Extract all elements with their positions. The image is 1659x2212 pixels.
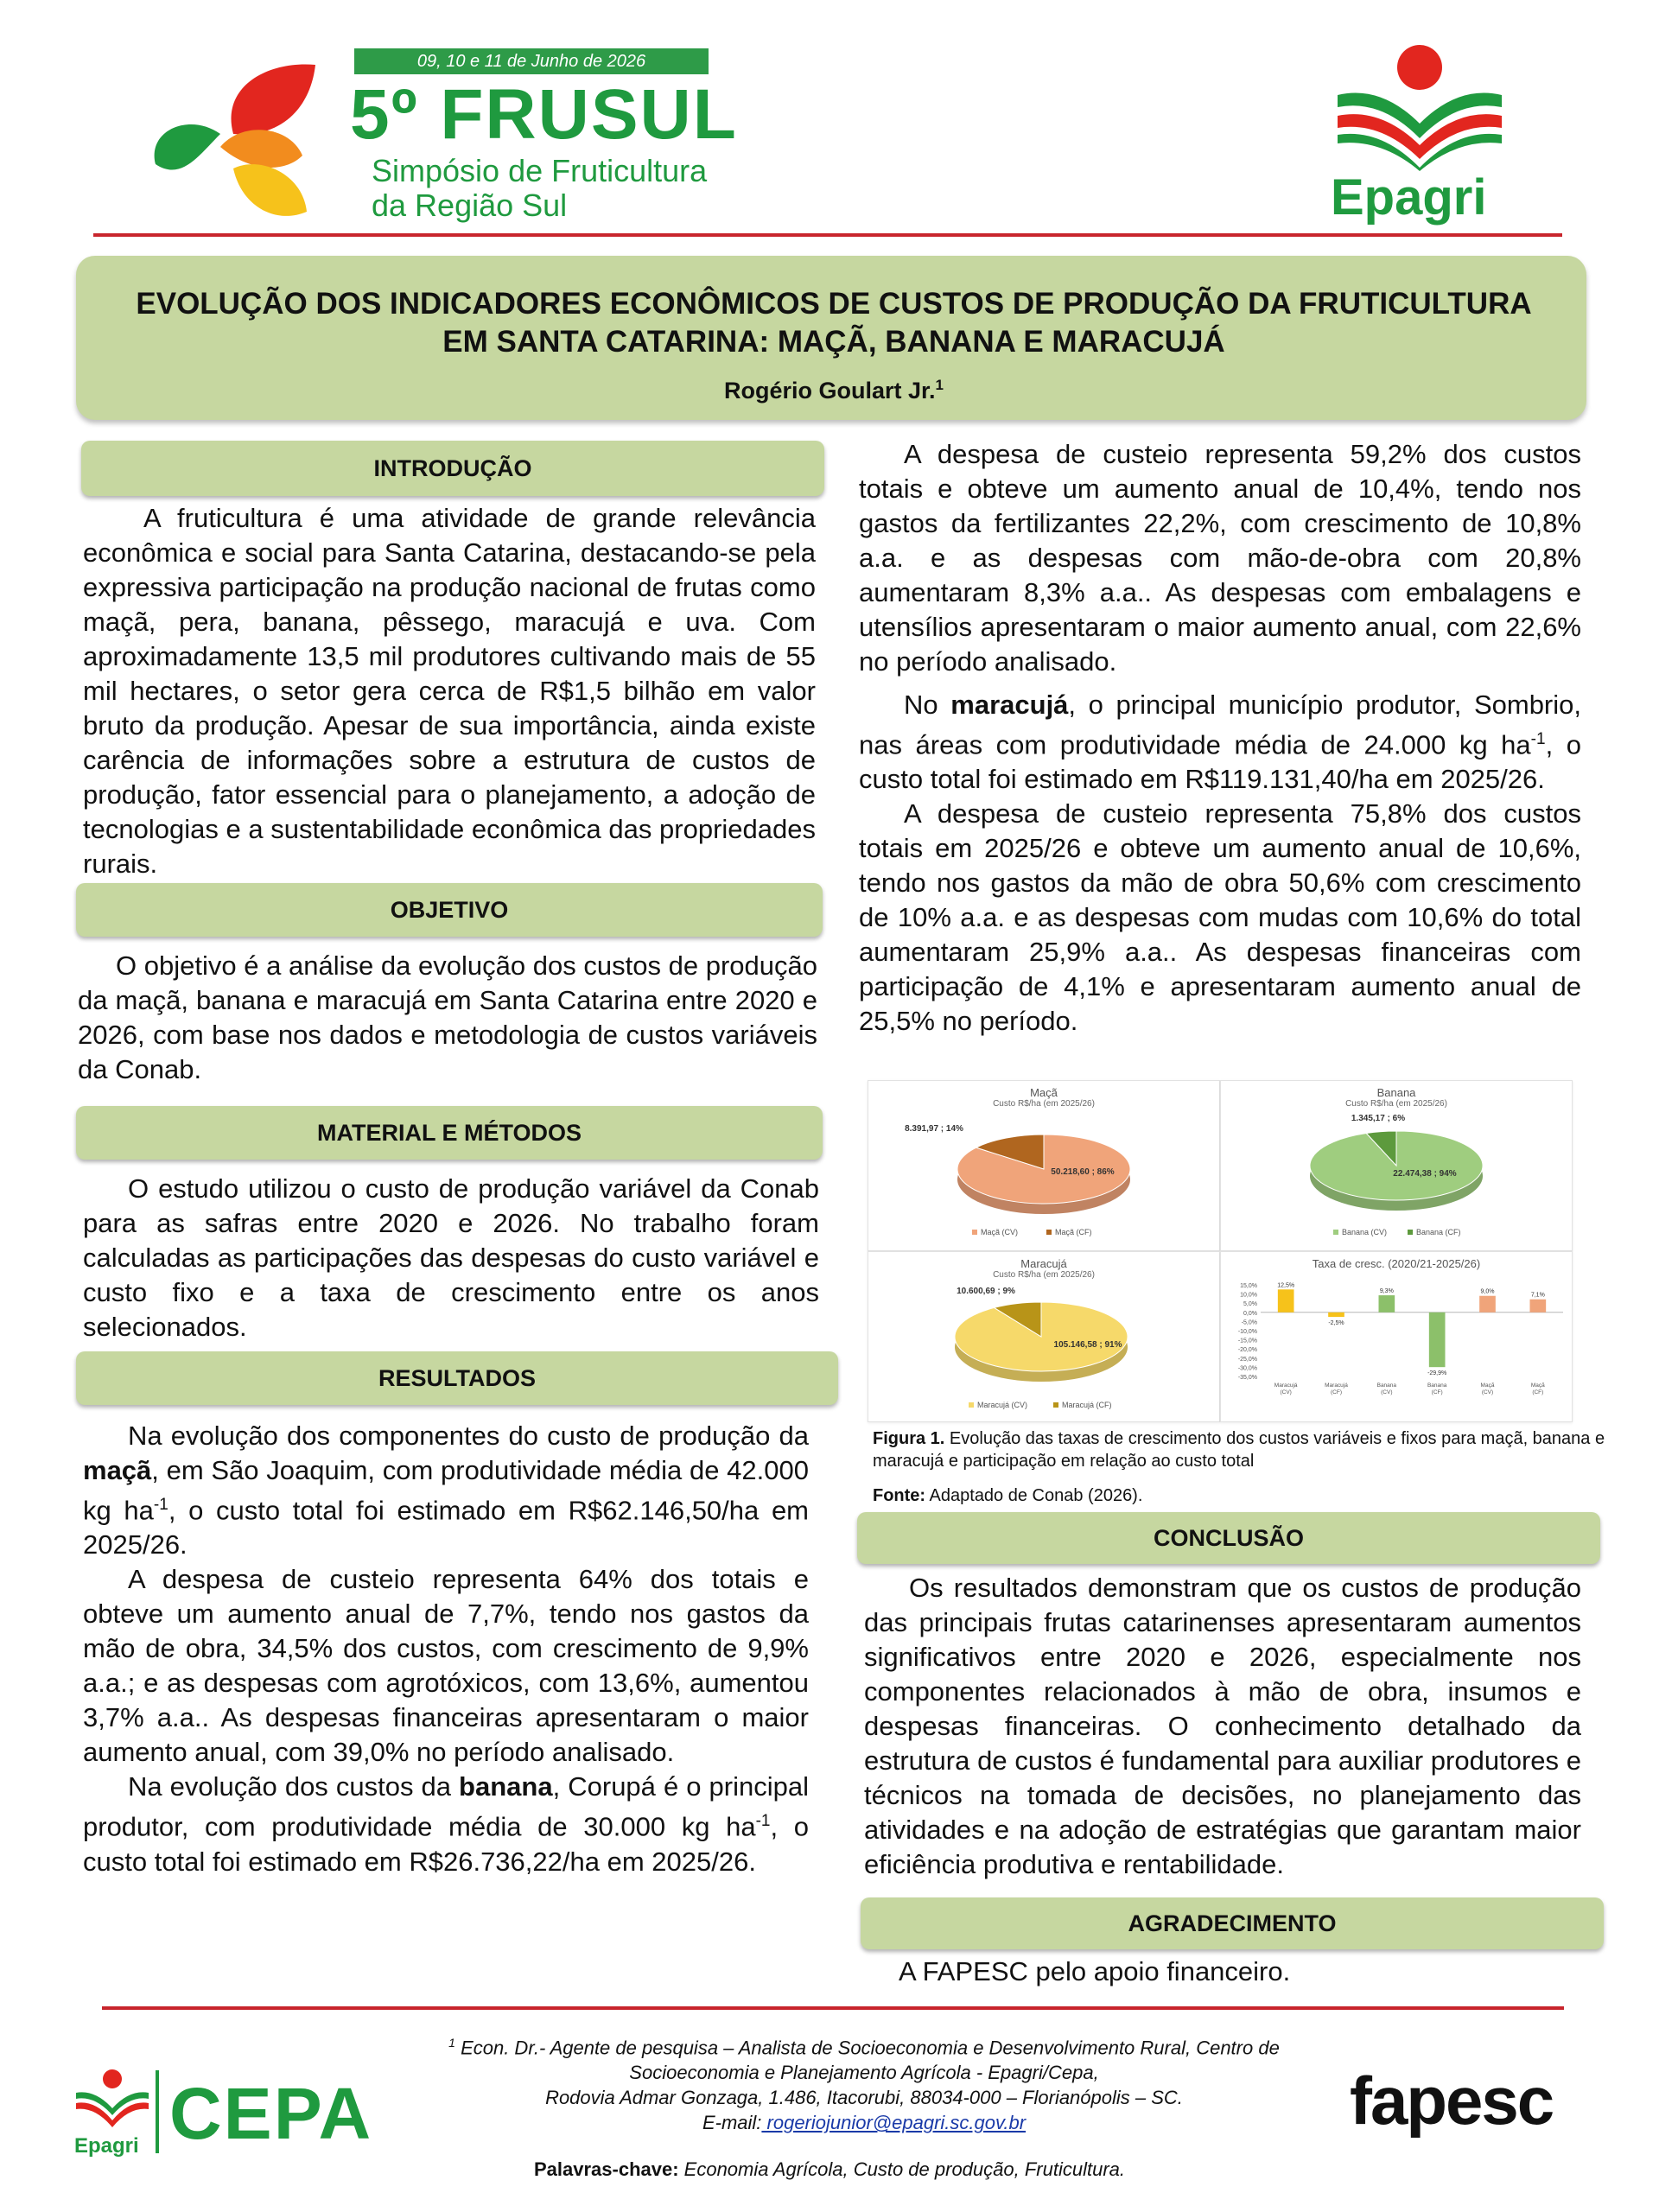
frusul-fruit-icon: [138, 52, 354, 233]
metodos-heading: MATERIAL E MÉTODOS: [76, 1106, 823, 1160]
conclusao-paragraph: Os resultados demonstram que os custos de produção das principais frutas catarinenses apresentaram aumentos significativos entre 2020 e 2026, especialmente nos componentes relacionados à mão de obra, insumos e despesas financeiras. O conhecimento detalhado da estrutura de custos é fundamental para auxiliar produtores e técnicos na tomada de decisões, no planejamento das atividades e na adoção de estratégias que garantam maior eficiência produtiva e rentabilidade.: [864, 1573, 1581, 1879]
bar-value-label: -29,9%: [1427, 1370, 1447, 1377]
conclusao-heading: CONCLUSÃO: [857, 1512, 1600, 1564]
bar-chart-title: Taxa de cresc. (2020/21-2025/26): [1312, 1257, 1481, 1270]
legend-swatch-banana-cv: [1333, 1230, 1338, 1235]
author-footnote-mark: 1: [935, 377, 944, 393]
bar-5: [1530, 1300, 1547, 1313]
x-category-label: Maçã: [1530, 1382, 1545, 1389]
cepa-divider: [156, 2070, 159, 2153]
y-tick-label: -15,0%: [1237, 1338, 1257, 1344]
legend-banana-cv: Banana (CV): [1342, 1228, 1388, 1236]
agradecimento-text: A FAPESC pelo apoio financeiro.: [899, 1956, 1291, 1986]
x-category-label: (CV): [1481, 1389, 1494, 1395]
bar-value-label: 12,5%: [1277, 1282, 1295, 1289]
legend-swatch-maca-cf: [1046, 1230, 1052, 1235]
pie-maca-label-cf: 8.391,97 ; 14%: [905, 1124, 963, 1134]
author-email-link[interactable]: rogeriojunior@epagri.sc.gov.br: [761, 2112, 1027, 2134]
footnote: $^1$ Econ. Dr.- Agente de pesquisa – Analista de Socioeconomia e Desenvolvimento Rural, Centro de Socioeconomia e Planejamento Agrícola - Epagri/Cepa, Rodovia Admar Gonzaga, 1.486, Itacorubi, 88034-000 – Florianópolis – SC. E-mail: rogeriojunior@epagri.sc.gov.br: [448, 2036, 1280, 2134]
metodos-text: [83, 1172, 819, 1344]
bar-4: [1479, 1296, 1496, 1313]
objetivo-paragraph: O objetivo é a análise da evolução dos custos de produção da maçã, banana e maracujá em Santa Catarina entre 2020 e 2026, com base nos dados e metodologia de custos variáveis da Conab.: [78, 950, 817, 1084]
resultados-heading: RESULTADOS: [76, 1351, 838, 1405]
figure-source: Fonte: Adaptado de Conab (2026).: [873, 1486, 1143, 1505]
y-tick-label: -35,0%: [1237, 1375, 1257, 1381]
pie-banana-label-cf: 1.345,17 ; 6%: [1351, 1114, 1406, 1123]
event-name: 5º FRUSUL: [350, 75, 738, 154]
agradecimento-heading: AGRADECIMENTO: [861, 1897, 1604, 1949]
cepa-logo-text: CEPA: [169, 2073, 373, 2154]
x-category-label: Maracujá: [1274, 1382, 1298, 1389]
pie-banana-label-cv: 22.474,38 ; 94%: [1393, 1169, 1457, 1179]
keywords: Palavras-chave: Economia Agrícola, Custo de produção, Fruticultura.: [533, 2158, 1125, 2180]
y-tick-label: 0,0%: [1243, 1310, 1257, 1317]
pie-maca-subtitle: Custo R$/ha (em 2025/26): [993, 1099, 1095, 1109]
legend-maca-cv: Maçã (CV): [981, 1228, 1019, 1236]
bar-value-label: -2,5%: [1328, 1320, 1344, 1327]
author-name: Rogério Goulart Jr.: [723, 378, 936, 404]
pie-maracuja-label-cf: 10.600,69 ; 9%: [957, 1287, 1015, 1296]
resultados-text-left: [83, 1419, 809, 1879]
y-tick-label: -25,0%: [1237, 1356, 1257, 1363]
cepa-small-text: Epagri: [74, 2134, 139, 2158]
pie-maracuja-subtitle: Custo R$/ha (em 2025/26): [993, 1270, 1095, 1280]
poster-title: EVOLUÇÃO DOS INDICADORES ECONÔMICOS DE CUSTOS DE PRODUÇÃO DA FRUTICULTURA EM SANTA CATARINA: MAÇÃ, BANANA E MARACUJÁ: [136, 287, 1532, 359]
legend-maracuja-cf: Maracujá (CF): [1062, 1401, 1112, 1409]
bar-0: [1278, 1289, 1294, 1313]
y-tick-label: 15,0%: [1240, 1283, 1257, 1289]
legend-swatch-maracuja-cv: [969, 1402, 974, 1408]
x-category-label: (CV): [1381, 1389, 1393, 1395]
epagri-logo-text: Epagri: [1331, 169, 1487, 226]
pie-maca-title: Maçã: [1030, 1086, 1058, 1099]
intro-heading: INTRODUÇÃO: [81, 441, 824, 496]
epagri-emblem-icon: [1329, 41, 1510, 171]
pie-maca-label-cv: 50.218,60 ; 86%: [1051, 1167, 1115, 1177]
y-tick-label: -30,0%: [1237, 1365, 1257, 1372]
legend-swatch-maracuja-cf: [1053, 1402, 1058, 1408]
bar-value-label: 9,3%: [1379, 1288, 1394, 1295]
y-tick-label: 10,0%: [1240, 1292, 1257, 1299]
figure-caption: Figura 1. Evolução das taxas de crescimento dos custos variáveis e fixos para maçã, banana e maracujá e participação em relação ao custo total: [873, 1429, 1605, 1471]
event-date: 09, 10 e 11 de Junho de 2026: [354, 48, 709, 74]
pie-panel-banana: [1220, 1080, 1573, 1251]
pie-panel-maracuja: [868, 1251, 1220, 1422]
pie-maracuja-chart: [868, 1283, 1219, 1421]
metodos-paragraph: O estudo utilizou o custo de produção variável da Conab para as safras entre 2020 e 2026. No trabalho foram calculadas as participações das despesas do custo variável e custo fixo e a taxa de crescimento entre os anos selecionados.: [83, 1173, 819, 1342]
bar-value-label: 7,1%: [1530, 1292, 1545, 1299]
event-subtitle: Simpósio de Fruticultura da Região Sul: [372, 153, 708, 223]
header-divider: [93, 233, 1562, 237]
objetivo-text: [78, 949, 817, 1087]
pie-banana-subtitle: Custo R$/ha (em 2025/26): [1345, 1099, 1447, 1109]
x-category-label: Banana: [1376, 1382, 1397, 1389]
x-category-label: Banana: [1427, 1382, 1447, 1389]
resultados-banana-custeio-paragraph: A despesa de custeio representa 59,2% dos custos totais e obteve um aumento anual de 10,4%, tendo nos gastos da fertilizantes 22,2%, com crescimento de 10,8% a.a. e as despesas com mão-de-obra com 20,8% aumentaram 8,3% a.a.. As despesas com embalagens e utensílios apresentaram o maior aumento anual, com 22,6% no período analisado.: [859, 439, 1581, 677]
bar-panel-growth: [1220, 1251, 1573, 1422]
author: [130, 377, 1538, 404]
y-tick-label: -20,0%: [1237, 1347, 1257, 1354]
intro-paragraph: A fruticultura é uma atividade de grande relevância econômica e social para Santa Catarina, destacando-se pela expressiva participação na produção nacional de frutas como maçã, pera, banana, pêssego, maracujá e uva. Com aproximadamente 13,5 mil produtores cultivando mais de 55 mil hectares, o setor gera cerca de R$1,5 bilhão em valor bruto da produção. Apesar de sua importância, ainda existe carência de informações sobre a estrutura de custos de produção, fator essencial para o planejamento, a adoção de tecnologias e a sustentabilidade econômica das propriedades rurais.: [83, 503, 816, 879]
y-tick-label: 5,0%: [1243, 1301, 1257, 1308]
bar-1: [1328, 1313, 1344, 1317]
bar-chart: [1221, 1273, 1572, 1420]
bar-2: [1379, 1295, 1395, 1313]
pie-banana-title: Banana: [1376, 1086, 1416, 1099]
objetivo-heading: OBJETIVO: [76, 883, 823, 937]
resultados-maracuja-paragraph: No maracujá, o principal município produtor, Sombrio, nas áreas com produtividade média de 24.000 kg $ha^{-1}$, o custo total foi estimado em R$119.131,40/ha em 2025/26.: [859, 690, 1582, 795]
fapesc-logo: fapesc: [1350, 2063, 1554, 2139]
y-tick-label: -10,0%: [1237, 1329, 1257, 1335]
pie-maracuja-title: Maracujá: [1020, 1257, 1067, 1270]
x-category-label: Maracujá: [1325, 1382, 1348, 1389]
intro-text: [83, 501, 816, 881]
footer-divider: [102, 2006, 1564, 2010]
legend-maca-cf: Maçã (CF): [1055, 1228, 1092, 1236]
legend-swatch-banana-cf: [1408, 1230, 1413, 1235]
y-tick-label: -5,0%: [1241, 1319, 1257, 1326]
resultados-maracuja-custeio-paragraph: A despesa de custeio representa 75,8% dos custos totais em 2025/26 e obteve um aumento anual de 10,6%, tendo nos gastos da mão de obra 50,6% com crescimento de 10% a.a. e as despesas com mudas com 10,6% do total aumentaram 25,9% a.a.. As despesas financeiras com participação de 4,1% e apresentaram aumento anual de 25,5% no período.: [859, 798, 1581, 1037]
cepa-emblem-icon: [73, 2067, 152, 2145]
legend-maracuja-cv: Maracujá (CV): [977, 1401, 1028, 1409]
x-category-label: (CF): [1431, 1389, 1443, 1395]
pie-maracuja-label-cv: 105.146,58 ; 91%: [1053, 1340, 1122, 1350]
bar-3: [1429, 1313, 1446, 1367]
x-category-label: (CV): [1280, 1389, 1292, 1395]
legend-swatch-maca-cv: [972, 1230, 977, 1235]
resultados-text-right: [859, 437, 1581, 1039]
pie-maca-chart: [868, 1112, 1219, 1250]
resultados-maca-custeio-paragraph: A despesa de custeio representa 64% dos totais e obteve um aumento anual de 7,7%, tendo nos gastos da mão de obra, 34,5% dos custos, com crescimento de 9,9% a.a.; e as despesas com agrotóxicos, com 13,6%, aumentou 3,7% a.a.. As despesas financeiras apresentaram o maior aumento anual, com 39,0% no período analisado.: [83, 1564, 809, 1768]
x-category-label: (CF): [1331, 1389, 1342, 1395]
resultados-maca-paragraph: Na evolução dos componentes do custo de produção da maçã, em São Joaquim, com produtividade média de 42.000 kg $ha^{-1}$, o custo total foi estimado em R$62.146,50/ha em 2025/26.: [83, 1421, 810, 1560]
legend-banana-cf: Banana (CF): [1416, 1228, 1461, 1236]
x-category-label: (CF): [1532, 1389, 1544, 1395]
conclusao-text: [864, 1571, 1581, 1882]
pie-banana-chart: [1221, 1112, 1572, 1250]
pie-panel-maca: [868, 1080, 1220, 1251]
resultados-banana-paragraph: Na evolução dos custos da banana, Corupá é o principal produtor, com produtividade média de 30.000 kg $ha^{-1}$, o custo total foi estimado em R$26.736,22/ha em 2025/26.: [83, 1771, 810, 1877]
x-category-label: Maçã: [1480, 1382, 1495, 1389]
bar-value-label: 9,0%: [1480, 1288, 1495, 1295]
